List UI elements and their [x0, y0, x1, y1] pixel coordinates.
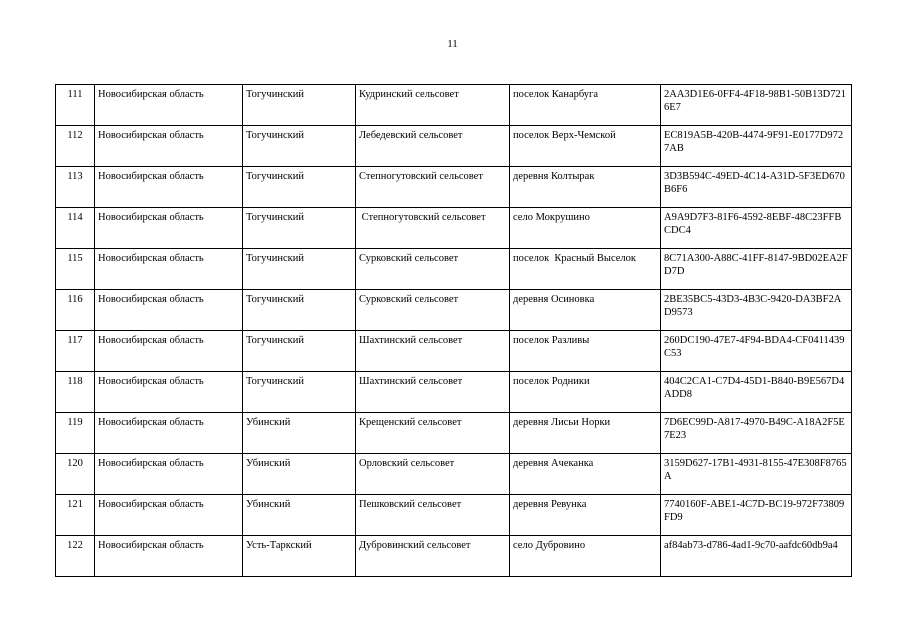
settlement-cell: поселок Родники [510, 372, 661, 413]
settlement-cell: поселок Верх-Чемской [510, 126, 661, 167]
row-number: 114 [56, 208, 95, 249]
settlement-cell: поселок Красный Выселок [510, 249, 661, 290]
region-cell: Новосибирская область [95, 495, 243, 536]
table-row [56, 372, 852, 413]
row-number: 120 [56, 454, 95, 495]
district-cell: Тогучинский [243, 372, 356, 413]
settlement-cell: село Мокрушино [510, 208, 661, 249]
region-cell: Новосибирская область [95, 536, 243, 577]
settlement-cell: село Дубровино [510, 536, 661, 577]
region-cell: Новосибирская область [95, 126, 243, 167]
table-row [56, 536, 852, 577]
table-row [56, 454, 852, 495]
row-number: 111 [56, 85, 95, 126]
council-cell: Орловский сельсовет [356, 454, 510, 495]
guid-cell: 3159D627-17B1-4931-8155-47E308F8765A [661, 454, 852, 495]
guid-cell: A9A9D7F3-81F6-4592-8EBF-48C23FFBCDC4 [661, 208, 852, 249]
guid-cell: 7D6EC99D-A817-4970-B49C-A18A2F5E7E23 [661, 413, 852, 454]
row-number: 112 [56, 126, 95, 167]
guid-cell: EC819A5B-420B-4474-9F91-E0177D9727AB [661, 126, 852, 167]
row-number: 122 [56, 536, 95, 577]
region-cell: Новосибирская область [95, 454, 243, 495]
settlement-cell: деревня Осиновка [510, 290, 661, 331]
settlement-cell: поселок Канарбуга [510, 85, 661, 126]
district-cell: Тогучинский [243, 167, 356, 208]
council-cell: Шахтинский сельсовет [356, 331, 510, 372]
district-cell: Тогучинский [243, 126, 356, 167]
district-cell: Убинский [243, 454, 356, 495]
settlement-cell: поселок Разливы [510, 331, 661, 372]
council-cell: Сурковский сельсовет [356, 290, 510, 331]
settlements-table [55, 84, 852, 577]
council-cell: Степногутовский сельсовет [356, 208, 510, 249]
region-cell: Новосибирская область [95, 290, 243, 331]
council-cell: Степногутовский сельсовет [356, 167, 510, 208]
row-number: 116 [56, 290, 95, 331]
settlement-cell: деревня Лисьи Норки [510, 413, 661, 454]
district-cell: Усть-Таркский [243, 536, 356, 577]
region-cell: Новосибирская область [95, 249, 243, 290]
region-cell: Новосибирская область [95, 372, 243, 413]
district-cell: Тогучинский [243, 249, 356, 290]
row-number: 117 [56, 331, 95, 372]
table-row [56, 167, 852, 208]
district-cell: Тогучинский [243, 290, 356, 331]
council-cell: Крещенский сельсовет [356, 413, 510, 454]
district-cell: Убинский [243, 413, 356, 454]
settlement-cell: деревня Колтырак [510, 167, 661, 208]
region-cell: Новосибирская область [95, 167, 243, 208]
row-number: 118 [56, 372, 95, 413]
council-cell: Лебедевский сельсовет [356, 126, 510, 167]
district-cell: Убинский [243, 495, 356, 536]
guid-cell: 7740160F-ABE1-4C7D-BC19-972F73809FD9 [661, 495, 852, 536]
council-cell: Дубровинский сельсовет [356, 536, 510, 577]
row-number: 115 [56, 249, 95, 290]
district-cell: Тогучинский [243, 85, 356, 126]
district-cell: Тогучинский [243, 331, 356, 372]
page-number: 11 [447, 38, 458, 50]
table-row [56, 495, 852, 536]
council-cell: Шахтинский сельсовет [356, 372, 510, 413]
guid-cell: 8C71A300-A88C-41FF-8147-9BD02EA2FD7D [661, 249, 852, 290]
table-row [56, 126, 852, 167]
council-cell: Пешковский сельсовет [356, 495, 510, 536]
region-cell: Новосибирская область [95, 85, 243, 126]
region-cell: Новосибирская область [95, 208, 243, 249]
table-row [56, 290, 852, 331]
row-number: 121 [56, 495, 95, 536]
guid-cell: 2BE35BC5-43D3-4B3C-9420-DA3BF2AD9573 [661, 290, 852, 331]
guid-cell: 404C2CA1-C7D4-45D1-B840-B9E567D4ADD8 [661, 372, 852, 413]
settlement-cell: деревня Ревунка [510, 495, 661, 536]
guid-cell: 3D3B594C-49ED-4C14-A31D-5F3ED670B6F6 [661, 167, 852, 208]
region-cell: Новосибирская область [95, 413, 243, 454]
table-row [56, 208, 852, 249]
guid-cell: 2AA3D1E6-0FF4-4F18-98B1-50B13D7216E7 [661, 85, 852, 126]
table-row [56, 331, 852, 372]
guid-cell: 260DC190-47E7-4F94-BDA4-CF0411439C53 [661, 331, 852, 372]
region-cell: Новосибирская область [95, 331, 243, 372]
table-row [56, 249, 852, 290]
council-cell: Кудринский сельсовет [356, 85, 510, 126]
council-cell: Сурковский сельсовет [356, 249, 510, 290]
row-number: 113 [56, 167, 95, 208]
guid-cell: af84ab73-d786-4ad1-9c70-aafdc60db9a4 [661, 536, 852, 577]
settlement-cell: деревня Ачеканка [510, 454, 661, 495]
row-number: 119 [56, 413, 95, 454]
table-row [56, 85, 852, 126]
table-row [56, 413, 852, 454]
district-cell: Тогучинский [243, 208, 356, 249]
